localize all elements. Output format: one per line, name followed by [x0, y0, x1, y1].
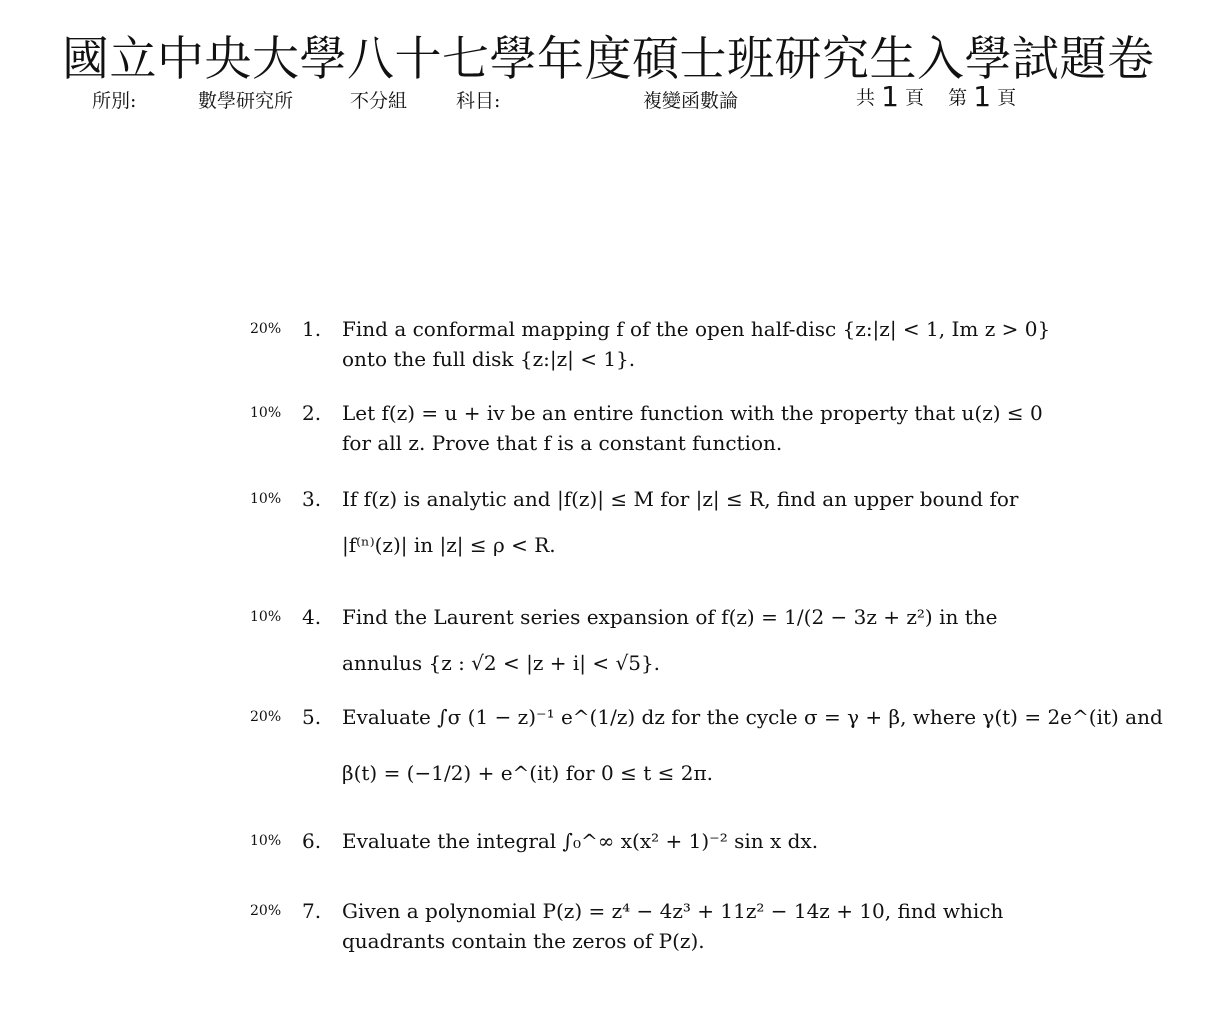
question-line: Given a polynomial P(z) = z⁴ − 4z³ + 11z² − 14z + 10, find which [342, 899, 1004, 923]
total-pages: 1 [881, 80, 899, 113]
total-unit: 頁 [904, 87, 924, 109]
question-number: 2. [302, 401, 322, 425]
question-line: β(t) = (−1/2) + e^(it) for 0 ≤ t ≤ 2π. [342, 761, 713, 785]
group-value: 不分組 [350, 90, 408, 112]
question-weight: 10% [250, 491, 282, 507]
question-line: Find the Laurent series expansion of f(z) = 1/(2 − 3z + z²) in the [342, 605, 998, 629]
question-number: 3. [302, 487, 322, 511]
question-number: 1. [302, 317, 322, 341]
dept-value: 數學研究所 [198, 90, 294, 112]
question-number: 5. [302, 705, 322, 729]
question-weight: 10% [250, 405, 282, 421]
question-weight: 10% [250, 833, 282, 849]
question-line: Evaluate ∫σ (1 − z)⁻¹ e^(1/z) dz for the cycle σ = γ + β, where γ(t) = 2e^(it) and [342, 705, 1163, 729]
question-number: 7. [302, 899, 322, 923]
page-count [856, 80, 1016, 113]
question-weight: 10% [250, 609, 282, 625]
question-number: 6. [302, 829, 322, 853]
current-unit: 頁 [997, 87, 1017, 109]
question-line: |f⁽ⁿ⁾(z)| in |z| ≤ ρ < R. [342, 533, 556, 557]
question-line: annulus {z : √2 < |z + i| < √5}. [342, 651, 661, 675]
question-number: 4. [302, 605, 322, 629]
question-line: quadrants contain the zeros of P(z). [342, 929, 705, 953]
current-page: 1 [973, 80, 992, 113]
question-line: If f(z) is analytic and |f(z)| ≤ M for |z| ≤ R, find an upper bound for [342, 487, 1019, 511]
subject-value: 複變函數論 [643, 90, 739, 112]
total-prefix: 共 [856, 87, 876, 109]
exam-title: 國立中央大學八十七學年度碩士班研究生入學試題卷 [62, 32, 1155, 87]
question-line: for all z. Prove that f is a constant function. [342, 431, 783, 455]
subject-label: 科目: [456, 90, 501, 112]
question-line: Let f(z) = u + iv be an entire function with the property that u(z) ≤ 0 [342, 401, 1043, 425]
question-line: onto the full disk {z:|z| < 1}. [342, 347, 636, 371]
question-weight: 20% [250, 709, 282, 725]
dept-label: 所別: [92, 90, 137, 112]
question-weight: 20% [250, 903, 282, 919]
question-weight: 20% [250, 321, 282, 337]
question-line: Find a conformal mapping f of the open half-disc {z:|z| < 1, Im z > 0} [342, 317, 1051, 341]
current-prefix: 第 [948, 87, 968, 109]
question-line: Evaluate the integral ∫₀^∞ x(x² + 1)⁻² sin x dx. [342, 829, 819, 853]
